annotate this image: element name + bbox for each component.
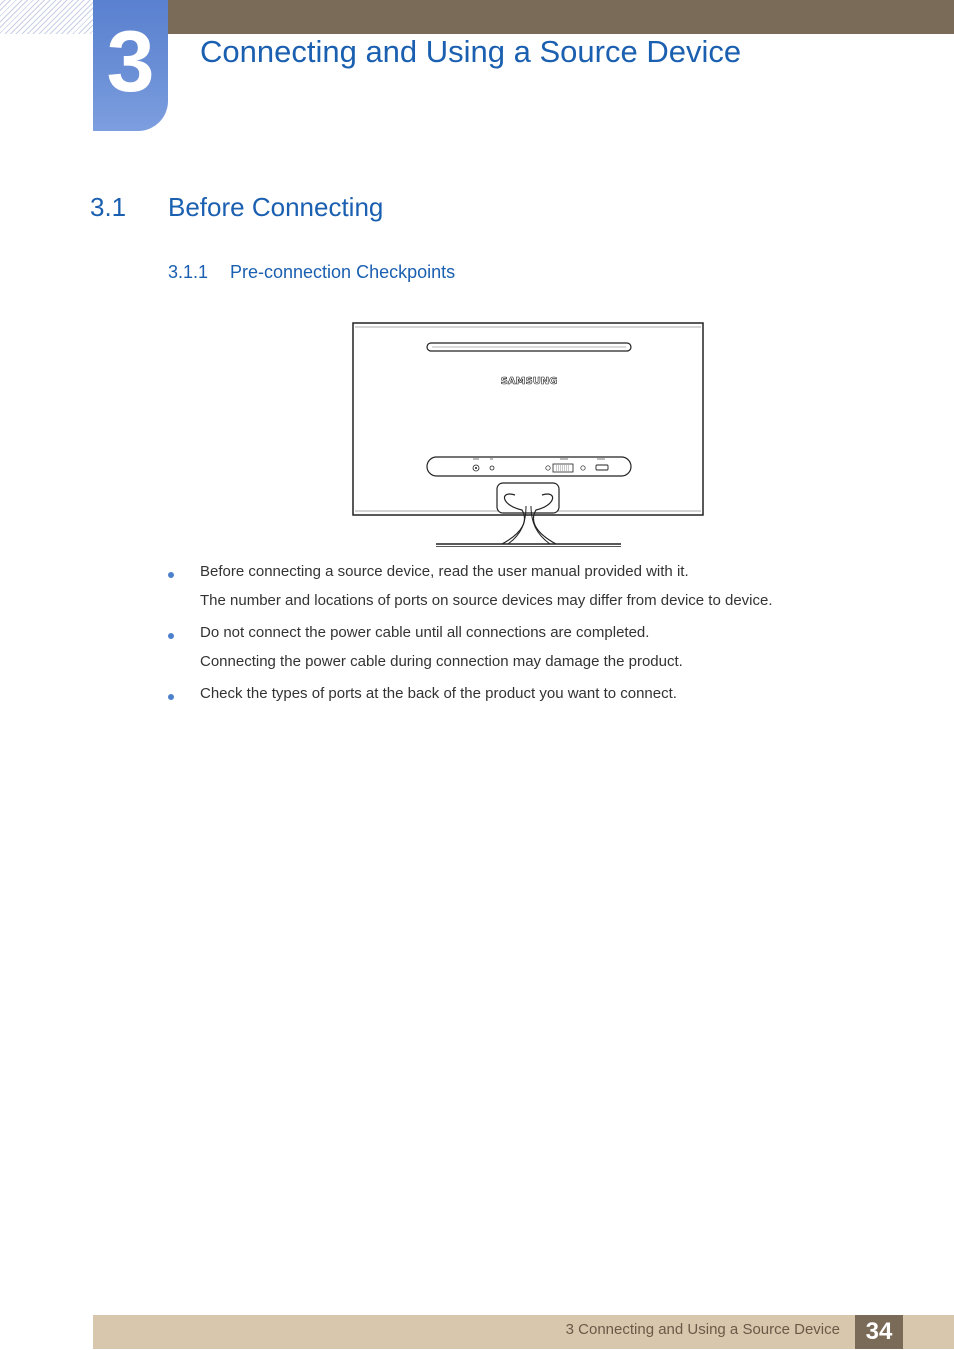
list-item-note: Connecting the power cable during connection may damage the product. <box>200 653 683 670</box>
footer-chapter-title: 3 Connecting and Using a Source Device <box>565 1321 840 1338</box>
audio-port-icon <box>490 466 494 470</box>
header-hatch-pattern <box>0 0 93 34</box>
bullet-icon <box>168 633 174 639</box>
subsection-number: 3.1.1 <box>168 262 209 282</box>
header-bar <box>168 0 954 34</box>
brand-logo-text: SAMSUNG <box>500 376 558 387</box>
chapter-number-tab: 3 <box>93 0 168 131</box>
bullet-icon <box>168 694 174 700</box>
list-item-text: Before connecting a source device, read the user manual provided with it. <box>200 563 689 580</box>
section-number: 3.1 <box>90 192 127 222</box>
page-number: 34 <box>855 1315 903 1349</box>
bullet-icon <box>168 572 174 578</box>
list-item-text: Check the types of ports at the back of the product you want to connect. <box>200 685 677 702</box>
list-item-text: Do not connect the power cable until all connections are completed. <box>200 624 650 641</box>
stand-neck <box>497 483 559 513</box>
chapter-title: Connecting and Using a Source Device <box>200 34 742 69</box>
monitor-back-figure <box>350 320 710 550</box>
section-title: Before Connecting <box>168 192 384 222</box>
hdmi-port-icon <box>596 465 608 470</box>
subsection-title: Pre-connection Checkpoints <box>230 262 456 282</box>
list-item-note: The number and locations of ports on source devices may differ from device to device. <box>200 592 773 609</box>
